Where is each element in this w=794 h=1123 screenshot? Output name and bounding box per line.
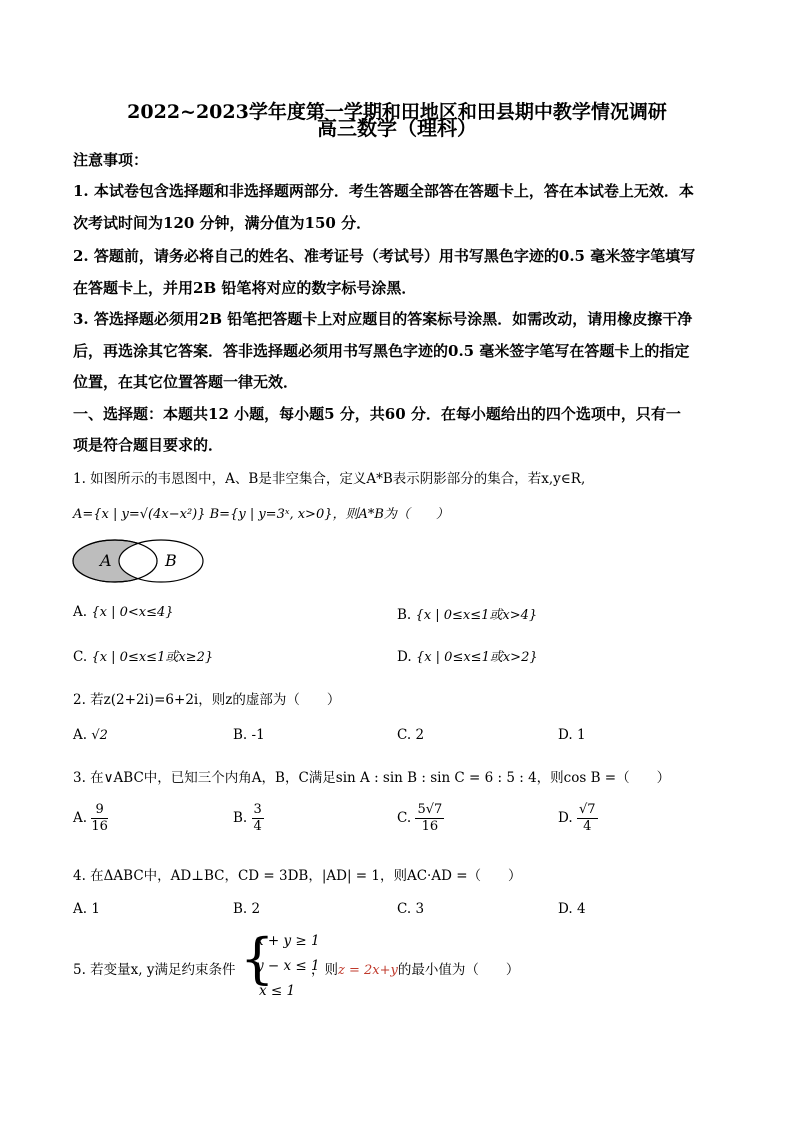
option-label: D. [558,901,573,917]
q5-constraint-3: x ≤ 1 [259,983,296,999]
fraction-denominator: 16 [91,819,108,834]
option-text: {x | 0≤x≤1或x≥2} [91,650,214,665]
q3-stem: 3. 在∨ABC中，已知三个内角A，B，C满足sin A : sin B : sin C = 6 : 5 : 4，则cos B =（ ） [73,770,671,786]
fraction-numerator: 5√7 [417,802,443,817]
notice-line-1: 1. 本试卷包含选择题和非选择题两部分．考生答题全部答在答题卡上，答在本试卷上无效．本 [73,182,694,200]
q5-brace: { [240,927,275,990]
option-text: {x | 0≤x≤1或x>2} [415,650,538,665]
option-text: 2 [251,901,261,917]
q5-constraint-2: y − x ≤ 1 [256,958,320,974]
notice-line-7: 位置，在其它位置答题一律无效． [73,373,299,391]
q2-stem: 2. 若z(2+2i)=6+2i，则z的虚部为（ ） [73,692,341,708]
section-heading-2: 项是符合题目要求的． [73,436,224,454]
notice-heading: 注意事项： [73,151,149,169]
option-text: {x | 0≤x≤1或x>4} [415,608,538,623]
exam-subtitle: 高三数学（理科） [317,116,477,140]
q5-suffix-b: 的最小值为（ ） [397,962,520,978]
q5-tail [311,958,519,978]
q3-option-b[interactable] [233,802,264,835]
q2-option-c[interactable] [397,727,424,743]
q5-objective: z = 2x+y [338,963,398,978]
option-text: 4 [576,901,586,917]
option-fraction [91,802,108,835]
option-label: D. [558,810,573,826]
notice-line-4: 在答题卡上，并用2B 铅笔将对应的数字标号涂黑． [73,279,417,297]
q1-sets: A={x | y=√(4x−x²)} B={y | y=3ˣ, x>0}，则A*B为（ ） [73,507,449,522]
venn-set-b-outline [119,540,203,582]
option-fraction [252,802,264,835]
q2-option-a[interactable] [73,727,108,743]
q4-option-c[interactable] [397,901,424,917]
q5-prefix: 5. 若变量x, y满足约束条件 [73,962,236,978]
option-label: D. [397,649,412,665]
option-label: D. [558,727,573,743]
q4-option-b[interactable] [233,901,260,917]
q5-suffix-a: ，则 [311,962,338,978]
option-label: A. [73,727,88,743]
q4-option-d[interactable] [558,901,586,917]
fraction-numerator: 3 [253,802,262,817]
venn-label-b: B [165,551,177,570]
option-label: B. [233,727,248,743]
option-label: B. [397,607,412,623]
venn-label-a: A [100,551,112,570]
option-label: A. [73,901,88,917]
option-fraction [577,802,598,835]
section-heading-1: 一、选择题：本题共12 小题，每小题5 分，共60 分．在每小题给出的四个选项中，只有一 [73,405,681,423]
q3-option-a[interactable] [73,802,108,835]
q3-option-c[interactable] [397,802,444,835]
option-text: 2 [415,727,425,743]
fraction-numerator: √7 [578,802,596,817]
option-label: B. [233,810,248,826]
q1-option-d[interactable] [397,646,538,665]
notice-line-2: 次考试时间为120 分钟，满分值为150 分． [73,214,372,232]
q1-option-c[interactable] [73,646,213,665]
q1-stem: 1. 如图所示的韦恩图中，A、B是非空集合，定义A*B表示阴影部分的集合，若x,y∈R, [73,471,586,487]
q2-option-b[interactable] [233,727,265,743]
option-label: A. [73,810,88,826]
q1-option-a[interactable] [73,604,174,620]
option-text: -1 [251,727,265,743]
q4-option-a[interactable] [73,901,100,917]
option-text: 1 [91,901,100,917]
fraction-denominator: 16 [421,819,439,834]
option-label: C. [73,649,88,665]
exam-title: 2022~2023学年度第一学期和田地区和田县期中教学情况调研 [127,101,667,123]
option-fraction [415,802,444,835]
option-text: √2 [91,728,108,743]
option-label: C. [397,727,412,743]
notice-line-3: 2. 答题前，请务必将自己的姓名、准考证号（考试号）用书写黑色字迹的0.5 毫米签字笔填写 [73,247,696,265]
option-label: C. [397,810,412,826]
option-label: C. [397,901,412,917]
notice-line-6: 后，再选涂其它答案．答非选择题必须用书写黑色字迹的0.5 毫米签字笔写在答题卡上的指定 [73,342,690,360]
option-text: 1 [576,727,586,743]
fraction-denominator: 4 [253,819,262,834]
option-label: A. [73,604,88,620]
q2-option-d[interactable] [558,727,586,743]
notice-line-5: 3. 答选择题必须用2B 铅笔把答题卡上对应题目的答案标号涂黑．如需改动，请用橡皮擦干净 [73,310,693,328]
q4-stem: 4. 在ΔABC中，AD⊥BC，CD = 3DB，|AD| = 1，则AC·AD =（ ） [73,868,522,884]
option-text: 3 [415,901,425,917]
q1-option-b[interactable] [397,604,537,623]
option-text: {x | 0<x≤4} [91,605,174,620]
option-label: B. [233,901,248,917]
fraction-denominator: 4 [583,819,592,834]
venn-diagram [72,538,206,584]
q3-option-d[interactable] [558,802,598,835]
fraction-numerator: 9 [91,802,108,819]
q5-constraint-1: x + y ≥ 1 [256,933,320,949]
